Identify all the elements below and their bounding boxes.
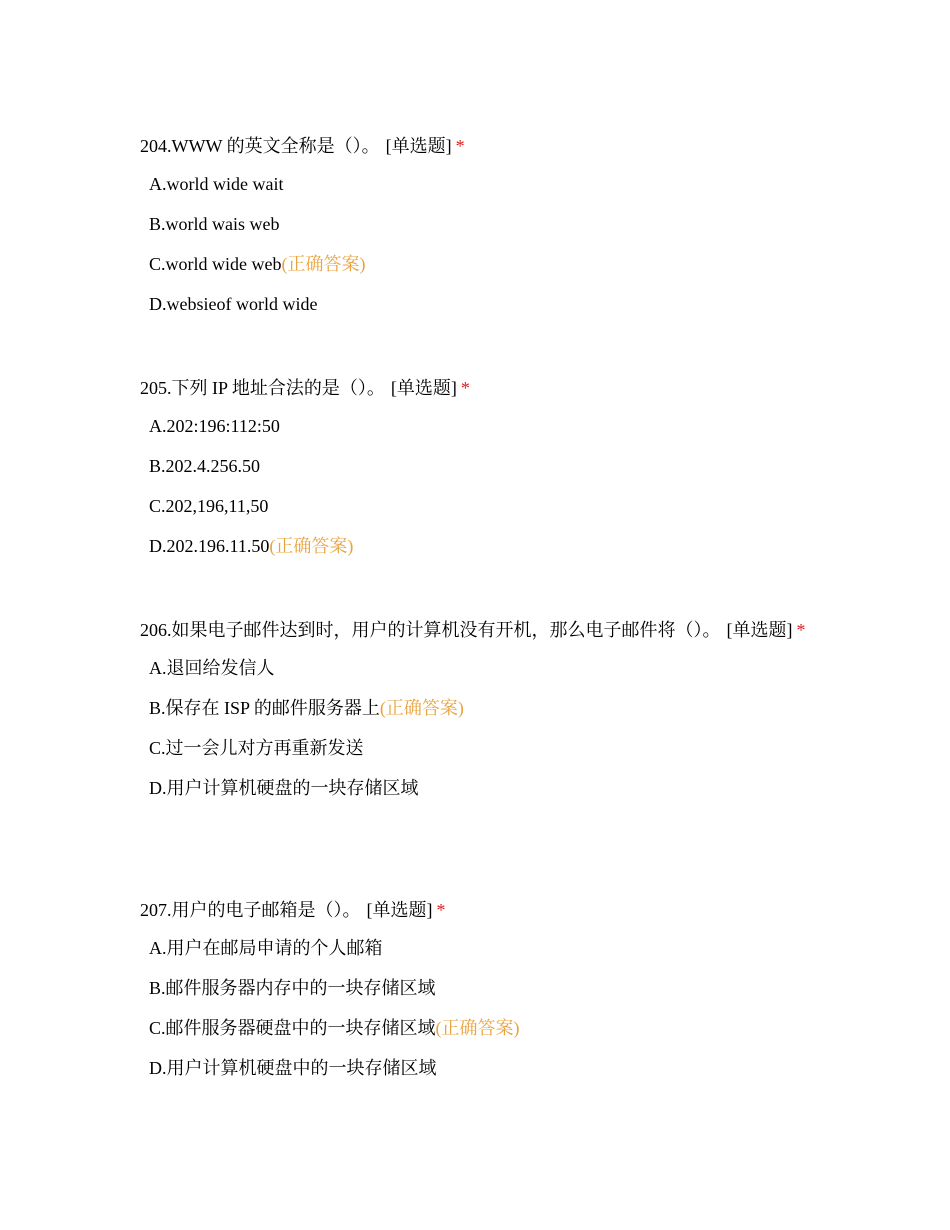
question-text: 205.下列 IP 地址合法的是（）。 (140, 378, 385, 398)
question-205 (140, 370, 810, 575)
question-text: 207.用户的电子邮箱是（）。 (140, 900, 361, 920)
question-207 (140, 892, 810, 1097)
correct-answer-mark: (正确答案) (281, 254, 366, 274)
question-title (140, 612, 810, 649)
option-text: D.用户计算机硬盘的一块存储区域 (149, 778, 419, 798)
question-type-label: [单选题] (385, 136, 452, 156)
correct-answer-mark: (正确答案) (269, 536, 354, 556)
option-a[interactable] (149, 657, 810, 679)
option-d[interactable] (149, 1057, 810, 1079)
option-d[interactable] (149, 535, 810, 557)
required-asterisk: * (455, 136, 465, 156)
correct-answer-mark: (正确答案) (435, 1018, 520, 1038)
option-text: D.用户计算机硬盘中的一块存储区域 (149, 1058, 437, 1078)
option-b[interactable] (149, 697, 810, 719)
option-a[interactable] (149, 937, 810, 959)
option-text: C.过一会儿对方再重新发送 (149, 738, 364, 758)
option-b[interactable] (149, 455, 810, 477)
question-type-label: [单选题] (366, 900, 433, 920)
option-text: B.202.4.256.50 (149, 456, 261, 476)
option-list (149, 173, 810, 315)
option-c[interactable] (149, 495, 810, 517)
option-text: B.world wais web (149, 214, 280, 234)
option-text: C.202,196,11,50 (149, 496, 269, 516)
option-list (149, 415, 810, 557)
option-c[interactable] (149, 737, 810, 759)
option-a[interactable] (149, 173, 810, 195)
question-title (140, 128, 810, 165)
question-title (140, 892, 810, 929)
option-text: A.退回给发信人 (149, 658, 275, 678)
option-text: A.world wide wait (149, 174, 284, 194)
question-type-label: [单选题] (726, 620, 793, 640)
option-text: C.邮件服务器硬盘中的一块存储区域 (149, 1018, 436, 1038)
option-text: A.用户在邮局申请的个人邮箱 (149, 938, 383, 958)
question-text: 204.WWW 的英文全称是（）。 (140, 136, 380, 156)
option-a[interactable] (149, 415, 810, 437)
option-d[interactable] (149, 293, 810, 315)
option-text: B.邮件服务器内存中的一块存储区域 (149, 978, 436, 998)
option-text: A.202:196:112:50 (149, 416, 280, 436)
option-c[interactable] (149, 253, 810, 275)
question-text: 206.如果电子邮件达到时，用户的计算机没有开机，那么电子邮件将（）。 (140, 620, 721, 640)
question-206 (140, 612, 810, 817)
option-c[interactable] (149, 1017, 810, 1039)
option-list (149, 657, 810, 799)
required-asterisk: * (796, 620, 806, 640)
option-text: D.websieof world wide (149, 294, 318, 314)
option-d[interactable] (149, 777, 810, 799)
required-asterisk: * (460, 378, 470, 398)
option-b[interactable] (149, 977, 810, 999)
question-title (140, 370, 810, 407)
option-text: D.202.196.11.50 (149, 536, 270, 556)
question-204 (140, 128, 810, 333)
option-list (149, 937, 810, 1079)
correct-answer-mark: (正确答案) (379, 698, 464, 718)
required-asterisk: * (436, 900, 446, 920)
option-b[interactable] (149, 213, 810, 235)
option-text: B.保存在 ISP 的邮件服务器上 (149, 698, 380, 718)
option-text: C.world wide web (149, 254, 282, 274)
question-type-label: [单选题] (390, 378, 457, 398)
